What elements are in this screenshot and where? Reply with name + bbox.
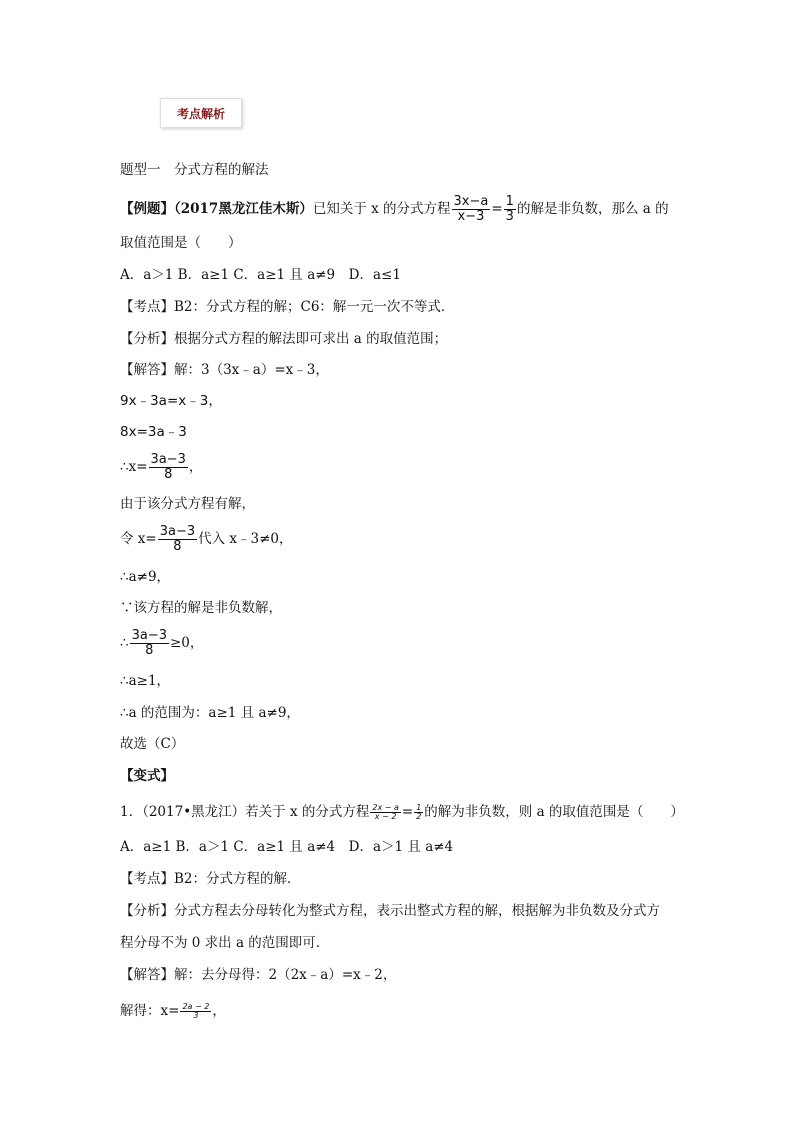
example-answer: 故选（C） [120, 736, 185, 752]
solution-step-4: 由于该分式方程有解， [120, 496, 255, 512]
fraction-denominator: 8 [164, 467, 173, 482]
variant-fraction-right [414, 804, 423, 822]
example-stem-after: 的解是非负数，那么 a 的 [516, 201, 669, 217]
variant-options: A．a≥1 B．a＞1 C．a≥1 且 a≠4 D．a＞1 且 a≠4 [120, 839, 454, 855]
step3-prefix: ∴x= [120, 459, 148, 475]
variant-solve [120, 996, 226, 1026]
solution-step-3 [120, 450, 202, 484]
variant-kaodian: 【考点】B2：分式方程的解． [120, 871, 301, 887]
section-badge: 考点解析 [160, 98, 242, 128]
fraction-numerator: 1 [416, 802, 422, 812]
solution-step-10: ∴a 的范围为：a≥1 且 a≠9， [120, 705, 300, 721]
example-stem-before: 已知关于 x 的分式方程 [312, 201, 451, 217]
variant-question-before: 1．（2017•黑龙江）若关于 x 的分式方程 [120, 804, 370, 820]
equals-sign: = [401, 804, 414, 820]
fraction-numerator: 1 [505, 194, 514, 210]
step5-prefix: 令 x= [120, 531, 157, 547]
example-fraction-right [504, 195, 516, 223]
variant-solve-prefix: 解得：x= [120, 1003, 180, 1019]
fraction-denominator: 3 [193, 1011, 199, 1020]
variant-question-after: 的解为非负数，则 a 的取值范围是（ ） [424, 804, 684, 820]
step5-suffix: 代入 x﹣3≠0， [198, 531, 293, 547]
example-question-line1 [120, 194, 669, 224]
example-question-line2: 取值范围是（ ） [120, 235, 242, 251]
variant-fenxi-line1: 【分析】分式方程去分母转化为整式方程，表示出整式方程的解，根据解为非负数及分式方 [120, 903, 660, 919]
example-fenxi: 【分析】根据分式方程的解法即可求出 a 的取值范围； [120, 331, 448, 347]
variant-solve-suffix: ， [212, 1003, 226, 1019]
variant-fraction-left [370, 804, 401, 822]
fraction-denominator: 2 [416, 812, 422, 821]
fraction-denominator: x − 2 [374, 812, 397, 821]
solution-step-5 [120, 522, 293, 556]
variant-tag: 【变式】 [120, 768, 174, 784]
fraction-numerator: 3a−3 [131, 628, 167, 644]
fraction-numerator: 2x − a [372, 802, 399, 812]
example-jieda: 【解答】解：3（3x﹣a）=x﹣3， [120, 362, 329, 378]
solution-step-2: 8x=3a﹣3 [120, 424, 187, 440]
step8-fraction [130, 629, 169, 657]
example-fraction-left [452, 195, 491, 223]
variant-jieda: 【解答】解：去分母得：2（2x﹣a）=x﹣2， [120, 967, 397, 983]
fraction-numerator: 3a−3 [159, 524, 196, 540]
fraction-denominator: x−3 [457, 209, 485, 224]
section-title: 题型一 分式方程的解法 [120, 162, 269, 178]
fraction-numerator: 2a − 2 [182, 1001, 210, 1011]
variant-fenxi-line2: 程分母不为 0 求出 a 的范围即可． [120, 935, 330, 951]
example-options: A．a＞1 B．a≥1 C．a≥1 且 a≠9 D．a≤1 [120, 267, 401, 283]
equals-sign: = [491, 201, 503, 217]
fraction-denominator: 8 [173, 539, 182, 554]
step8-suffix: ≥0， [170, 635, 204, 651]
solution-step-9: ∴a≥1， [120, 673, 171, 689]
fraction-numerator: 3x−a [453, 194, 489, 210]
example-kaodian: 【考点】B2：分式方程的解；C6：解一元一次不等式． [120, 299, 455, 315]
step3-fraction [149, 453, 188, 481]
solution-step-7: ∵该方程的解是非负数解， [120, 600, 282, 616]
fraction-denominator: 3 [505, 209, 514, 224]
fraction-denominator: 8 [145, 643, 154, 658]
variant-question [120, 797, 684, 827]
example-source: （2017黑龙江佳木斯） [174, 201, 313, 217]
step5-fraction [158, 525, 197, 553]
solution-step-8 [120, 626, 203, 660]
step8-prefix: ∴ [120, 635, 129, 651]
solution-step-6: ∴a≠9， [120, 569, 171, 585]
step3-suffix: ， [188, 459, 203, 475]
example-tag: 【例题】 [120, 201, 174, 217]
variant-solve-fraction [180, 1003, 211, 1021]
solution-step-1: 9x﹣3a=x﹣3， [120, 393, 222, 409]
fraction-numerator: 3a−3 [150, 452, 186, 468]
